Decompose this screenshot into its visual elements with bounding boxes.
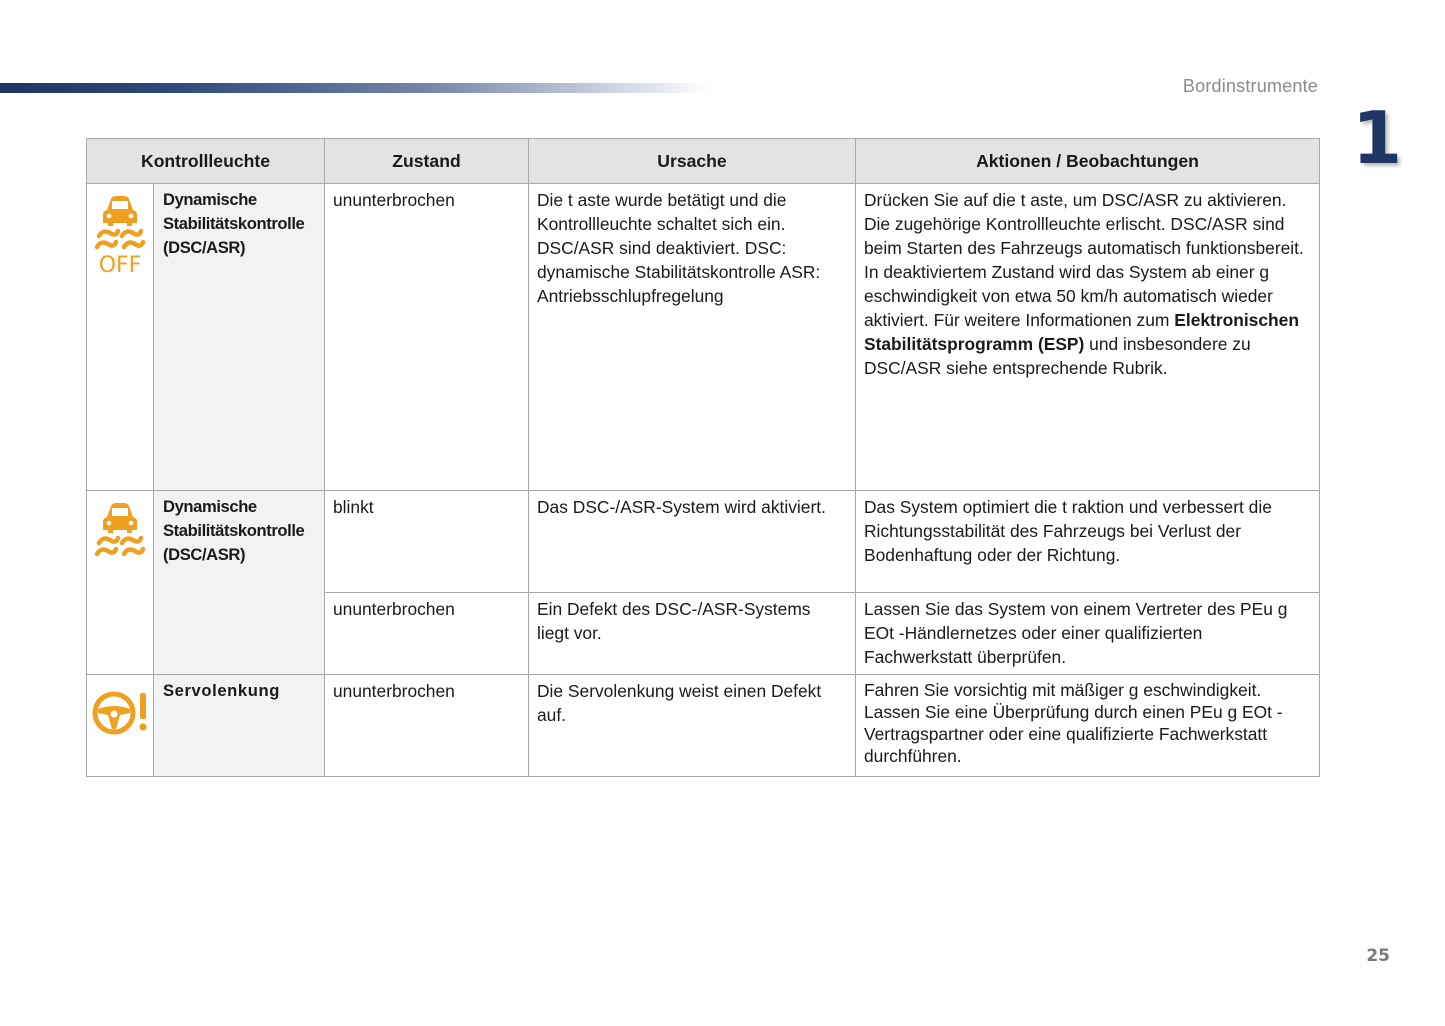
ursache-cell: Ein Defekt des DSC-/ASR-Systems liegt vor. [529,593,856,675]
aktionen-cell: Lassen Sie das System von einem Vertreter des PEu g EOt -Händlernetzes oder einer qualifizierten Fachwerkstatt überprüfen. [856,593,1320,675]
table-row [87,184,1320,491]
icon-cell [87,184,154,491]
zustand-cell: ununterbrochen [325,593,529,675]
table-row [87,675,1320,777]
column-header-ursache: Ursache [529,139,856,184]
ursache-cell: Das DSC-/ASR-System wird aktiviert. [529,491,856,593]
aktionen-cell: Fahren Sie vorsichtig mit mäßiger g eschwindigkeit. Lassen Sie eine Überprüfung durch einen PEu g EOt -Vertragspartner oder eine qualifizierte Fachwerkstatt durchführen. [856,675,1320,777]
warning-lights-table [86,138,1320,777]
dsc-skid-icon [94,499,146,565]
ursache-cell: Die t aste wurde betätigt und die Kontrollleuchte schaltet sich ein. DSC/ASR sind deaktiviert. DSC: dynamische Stabilitätskontrolle ASR: Antriebsschlupfregelung [529,184,856,491]
dsc-off-icon [94,192,146,280]
aktionen-cell [856,184,1320,491]
aktionen-text-continued: und insbesondere zu DSC/ASR siehe entsprechende Rubrik. [864,334,1251,378]
warning-light-name: Servolenkung [154,675,325,777]
icon-cell [87,675,154,777]
table-header-row [87,139,1320,184]
table-row [87,491,1320,593]
chapter-number: 1 [1352,96,1403,180]
power-steering-warning-icon [90,689,150,743]
column-header-kontrollleuchte: Kontrollleuchte [87,139,325,184]
header-decoration-bar [0,83,712,93]
icon-cell [87,491,154,675]
aktionen-cell: Das System optimiert die t raktion und verbessert die Richtungsstabilität des Fahrzeugs bei Verlust der Bodenhaftung oder der Richtung. [856,491,1320,593]
zustand-cell: ununterbrochen [325,675,529,777]
aktionen-text: Drücken Sie auf die t aste, um DSC/ASR zu aktivieren. Die zugehörige Kontrollleuchte erlischt. DSC/ASR sind beim Starten des Fahrzeugs automatisch funktionsbereit. In deaktiviertem Zustand wird das System ab einer g eschwindigkeit von etwa 50 km/h automatisch wieder aktiviert. Für weitere Informationen zum [864,190,1304,330]
warning-light-name: Dynamische Stabilitätskontrolle (DSC/ASR) [154,491,325,675]
warning-light-name: Dynamische Stabilitätskontrolle (DSC/ASR) [154,184,325,491]
page-number: 25 [1366,946,1390,966]
section-title: Bordinstrumente [1182,76,1318,96]
zustand-cell: ununterbrochen [325,184,529,491]
column-header-zustand: Zustand [325,139,529,184]
ursache-cell: Die Servolenkung weist einen Defekt auf. [529,675,856,777]
column-header-aktionen: Aktionen / Beobachtungen [856,139,1320,184]
aktionen-esp-reference: Elektronischen Stabilitätsprogramm (ESP) [864,310,1299,354]
zustand-cell: blinkt [325,491,529,593]
dsc-off-icon-label: OFF [98,253,142,274]
